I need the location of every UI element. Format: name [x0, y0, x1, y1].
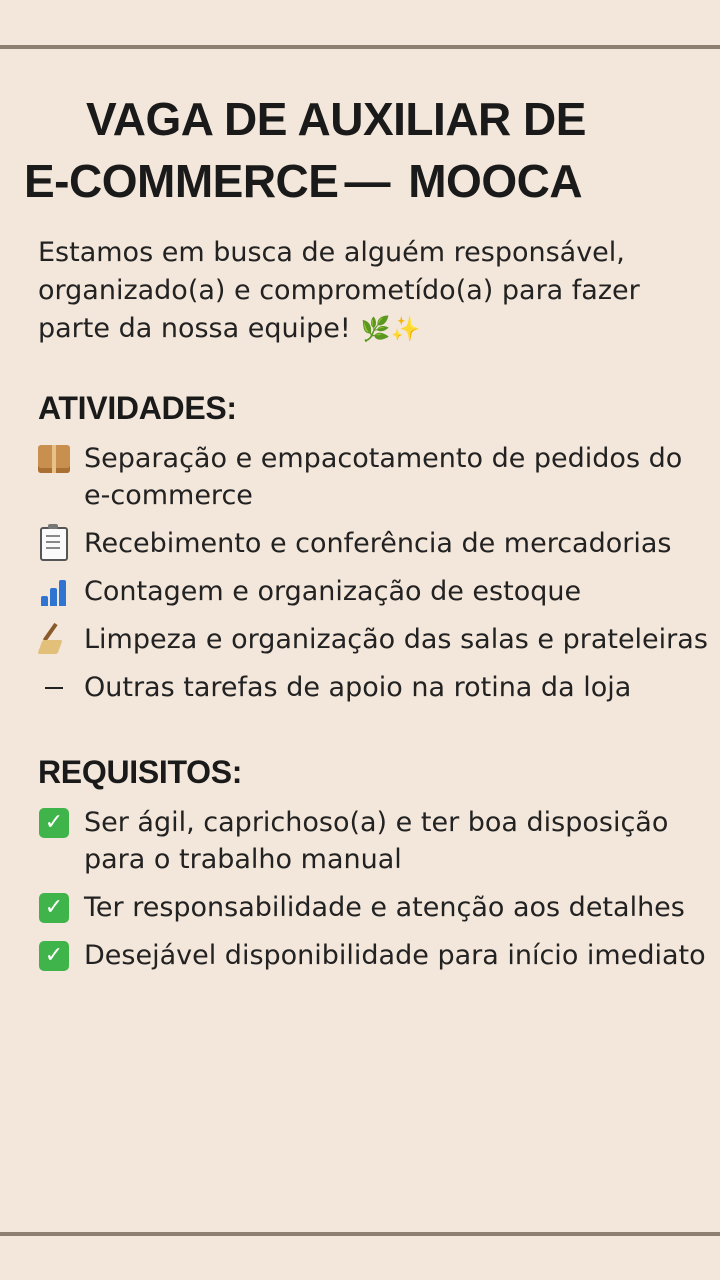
title-ecommerce: E-COMMERCE — [24, 155, 339, 207]
list-item — [34, 440, 714, 514]
activities-heading: ATIVIDADES: — [38, 390, 237, 426]
package-icon — [34, 440, 74, 477]
list-item — [34, 669, 714, 706]
leaf-sparkles-icon: 🌿✨ — [360, 315, 421, 343]
title-line-1: VAGA DE AUXILIAR DE — [86, 93, 586, 145]
checkmark-icon: ✓ — [34, 937, 74, 974]
broom-icon — [34, 621, 74, 658]
activity-text: Contagem e organização de estoque — [84, 576, 582, 607]
requirements-list — [34, 804, 714, 985]
dash-icon — [34, 669, 74, 706]
list-item — [34, 525, 714, 562]
activity-text: Recebimento e conferência de mercadorias — [84, 528, 672, 559]
list-item — [34, 804, 714, 878]
requirements-heading: REQUISITOS: — [38, 754, 243, 790]
requirement-text: Desejável disponibilidade para início imediato — [84, 940, 706, 971]
bar-chart-icon — [34, 573, 74, 610]
clipboard-icon — [34, 525, 74, 562]
requirement-text: Ter responsabilidade e atenção aos detalhes — [84, 892, 685, 923]
list-item — [34, 937, 714, 974]
title-line-2 — [24, 154, 582, 208]
activity-text: Limpeza e organização das salas e prateleiras — [84, 624, 708, 655]
top-divider — [0, 45, 720, 49]
title-location: MOOCA — [408, 155, 583, 207]
list-item — [34, 621, 714, 658]
bottom-divider — [0, 1232, 720, 1236]
list-item — [34, 573, 714, 610]
checkmark-icon: ✓ — [34, 889, 74, 926]
activity-text: Outras tarefas de apoio na rotina da loja — [84, 672, 632, 703]
title-dash: — — [344, 155, 390, 207]
checkmark-icon: ✓ — [34, 804, 74, 841]
requirement-text: Ser ágil, caprichoso(a) e ter boa disposição para o trabalho manual — [84, 807, 669, 875]
intro-text: Estamos em busca de alguém responsável, organizado(a) e comprometído(a) para fazer parte da nossa equipe! — [38, 237, 640, 344]
activity-text: Separação e empacotamento de pedidos do e-commerce — [84, 443, 683, 511]
intro-paragraph — [38, 234, 678, 348]
list-item — [34, 889, 714, 926]
activities-list — [34, 440, 714, 717]
